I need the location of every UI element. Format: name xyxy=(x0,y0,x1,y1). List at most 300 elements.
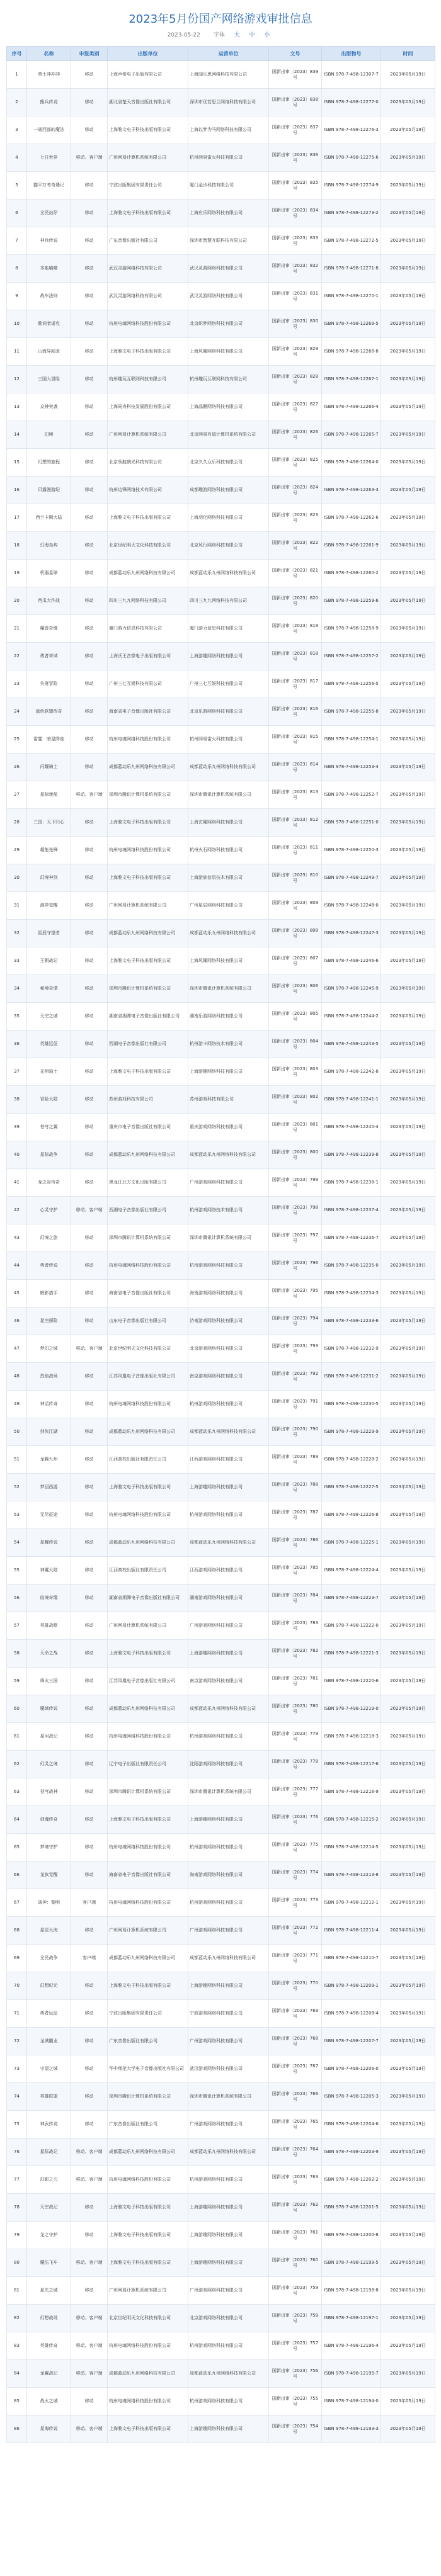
cell-approval-number: 国新出审〔2023〕829号 xyxy=(269,338,322,366)
cell-publisher: 成都蓝动乐九州网络科技有限公司 xyxy=(108,1529,188,1557)
cell-isbn: ISBN 978-7-498-12254-1 xyxy=(322,726,381,754)
cell-operator: 上海游趣网络科技有限公司 xyxy=(188,1972,269,2000)
cell-no: 84 xyxy=(7,2360,27,2388)
cell-publisher: 杭州电魂网络科技股份有限公司 xyxy=(108,1501,188,1529)
cell-category: 移动 xyxy=(71,809,108,837)
table-row xyxy=(7,366,435,393)
cell-operator: 成都蓝动乐九州网络科技有限公司 xyxy=(188,754,269,781)
cell-no: 86 xyxy=(7,2415,27,2443)
cell-publisher: 上海雅文电子科技出版有限公司 xyxy=(108,809,188,837)
cell-no: 44 xyxy=(7,1252,27,1280)
table-row xyxy=(7,283,435,310)
cell-publisher: 广州网易计算机系统有限公司 xyxy=(108,421,188,449)
cell-operator: 杭州游戏网络科技有限公司 xyxy=(188,2332,269,2360)
cell-operator: 杭州游戏网络科技有限公司 xyxy=(188,1252,269,1280)
cell-operator: 成都蓝动乐九州网络科技有限公司 xyxy=(188,1141,269,1169)
cell-no: 9 xyxy=(7,283,27,310)
cell-isbn: ISBN 978-7-498-12239-8 xyxy=(322,1141,381,1169)
cell-date: 2023年05月19日 xyxy=(381,2111,435,2138)
cell-no: 2 xyxy=(7,89,27,116)
cell-name: 星耀传说 xyxy=(27,1529,71,1557)
table-row xyxy=(7,1474,435,1501)
table-row xyxy=(7,1031,435,1058)
cell-approval-number: 国新出审〔2023〕828号 xyxy=(269,366,322,393)
cell-operator: 上海闻乐思网络科技有限公司 xyxy=(188,61,269,89)
cell-isbn: ISBN 978-7-498-12265-7 xyxy=(322,421,381,449)
cell-isbn: ISBN 978-7-498-12225-1 xyxy=(322,1529,381,1557)
cell-publisher: 西湖电子音像出版社有限公司 xyxy=(108,1197,188,1224)
table-row xyxy=(7,1972,435,2000)
cell-date: 2023年05月19日 xyxy=(381,2388,435,2415)
table-row xyxy=(7,726,435,754)
cell-isbn: ISBN 978-7-498-12205-3 xyxy=(322,2083,381,2111)
cell-isbn: ISBN 978-7-498-12273-2 xyxy=(322,200,381,227)
cell-isbn: ISBN 978-7-498-12267-1 xyxy=(322,366,381,393)
cell-approval-number: 国新出审〔2023〕781号 xyxy=(269,1668,322,1695)
cell-isbn: ISBN 978-7-498-12202-2 xyxy=(322,2166,381,2194)
cell-operator: 杭州网易雷火科技有限公司 xyxy=(188,144,269,172)
cell-date: 2023年05月19日 xyxy=(381,2000,435,2028)
cell-publisher: 杭州趣玩互联网科技有限公司 xyxy=(108,366,188,393)
cell-isbn: ISBN 978-7-498-12271-8 xyxy=(322,255,381,283)
font-size-small-button[interactable]: 小 xyxy=(264,32,270,38)
cell-approval-number: 国新出审〔2023〕782号 xyxy=(269,1640,322,1668)
cell-operator: 深圳市腾讯计算机系统有限公司 xyxy=(188,781,269,809)
cell-date: 2023年05月19日 xyxy=(381,1695,435,1723)
cell-category: 移动 xyxy=(71,532,108,560)
cell-publisher: 杭州电魂网络科技股份有限公司 xyxy=(108,1252,188,1280)
cell-name: 星光之城 xyxy=(27,2277,71,2305)
cell-name: 英雄传奇 xyxy=(27,2332,71,2360)
table-row xyxy=(7,477,435,504)
cell-publisher: 江苏凤凰电子音像出版社有限公司 xyxy=(108,1668,188,1695)
cell-publisher: 山东电子音像出版社有限公司 xyxy=(108,1308,188,1335)
cell-operator: 上海游趣网络科技有限公司 xyxy=(188,1474,269,1501)
cell-publisher: 成都蓝动乐九州网络科技有限公司 xyxy=(108,2360,188,2388)
cell-no: 10 xyxy=(7,310,27,338)
cell-operator: 成都蓝动乐九州网络科技有限公司 xyxy=(188,1529,269,1557)
cell-operator: 江西游戏网络科技有限公司 xyxy=(188,1557,269,1585)
cell-name: 秘境奇谭 xyxy=(27,975,71,1003)
cell-isbn: ISBN 978-7-498-12235-0 xyxy=(322,1252,381,1280)
cell-name: 龙腾九州 xyxy=(27,1446,71,1474)
cell-category: 移动 xyxy=(71,1086,108,1114)
cell-approval-number: 国新出审〔2023〕837号 xyxy=(269,116,322,144)
cell-category: 移动 xyxy=(71,560,108,587)
cell-operator: 成都蓝动乐九州网络科技有限公司 xyxy=(188,560,269,587)
cell-publisher: 广州网易计算机系统有限公司 xyxy=(108,144,188,172)
cell-isbn: ISBN 978-7-498-12256-5 xyxy=(322,670,381,698)
cell-category: 移动 xyxy=(71,1224,108,1252)
cell-category: 移动 xyxy=(71,1141,108,1169)
cell-category: 移动、客户端 xyxy=(71,1335,108,1363)
cell-name: 星辰守望者 xyxy=(27,920,71,947)
table-row xyxy=(7,1834,435,1861)
cell-date: 2023年05月19日 xyxy=(381,1806,435,1834)
cell-publisher: 上海雅文电子科技出版有限公司 xyxy=(108,2194,188,2222)
cell-isbn: ISBN 978-7-498-12222-0 xyxy=(322,1612,381,1640)
cell-approval-number: 国新出审〔2023〕834号 xyxy=(269,200,322,227)
table-row xyxy=(7,200,435,227)
cell-date: 2023年05月19日 xyxy=(381,1585,435,1612)
cell-isbn: ISBN 978-7-498-12251-0 xyxy=(322,809,381,837)
cell-publisher: 四川三九九网络科技有限公司 xyxy=(108,587,188,615)
cell-date: 2023年05月19日 xyxy=(381,1723,435,1751)
table-row xyxy=(7,2166,435,2194)
table-row xyxy=(7,504,435,532)
cell-publisher: 上海雅文电子科技出版有限公司 xyxy=(108,338,188,366)
header-name: 名称 xyxy=(27,47,71,61)
table-row xyxy=(7,421,435,449)
publish-date: 2023-05-22 xyxy=(167,32,200,38)
cell-name: 龙之守护 xyxy=(27,2222,71,2249)
cell-approval-number: 国新出审〔2023〕777号 xyxy=(269,1778,322,1806)
cell-isbn: ISBN 978-7-498-12196-4 xyxy=(322,2332,381,2360)
font-size-large-button[interactable]: 大 xyxy=(234,32,240,38)
cell-category: 移动 xyxy=(71,1003,108,1031)
cell-isbn: ISBN 978-7-498-12261-9 xyxy=(322,532,381,560)
cell-isbn: ISBN 978-7-498-12206-0 xyxy=(322,2055,381,2083)
cell-approval-number: 国新出审〔2023〕793号 xyxy=(269,1335,322,1363)
cell-no: 77 xyxy=(7,2166,27,2194)
cell-publisher: 深圳市腾讯计算机系统有限公司 xyxy=(108,975,188,1003)
cell-publisher: 广州网易计算机系统有限公司 xyxy=(108,892,188,920)
cell-publisher: 海南省电子音像出版社有限公司 xyxy=(108,698,188,726)
table-row xyxy=(7,754,435,781)
table-row xyxy=(7,255,435,283)
cell-approval-number: 国新出审〔2023〕768号 xyxy=(269,2028,322,2055)
cell-operator: 江西游戏网络科技有限公司 xyxy=(188,1446,269,1474)
cell-date: 2023年05月19日 xyxy=(381,1335,435,1363)
cell-publisher: 成都蓝动乐九州网络科技有限公司 xyxy=(108,754,188,781)
cell-no: 5 xyxy=(7,172,27,200)
cell-approval-number: 国新出审〔2023〕819号 xyxy=(269,615,322,643)
cell-isbn: ISBN 978-7-498-12200-8 xyxy=(322,2222,381,2249)
cell-name: 暗影猎手 xyxy=(27,1280,71,1308)
cell-approval-number: 国新出审〔2023〕792号 xyxy=(269,1363,322,1391)
cell-isbn: ISBN 978-7-498-12233-6 xyxy=(322,1308,381,1335)
cell-approval-number: 国新出审〔2023〕757号 xyxy=(269,2332,322,2360)
table-row xyxy=(7,227,435,255)
cell-operator: 上海游趣网络科技有限公司 xyxy=(188,2222,269,2249)
cell-publisher: 广东音像出版社有限公司 xyxy=(108,2028,188,2055)
cell-approval-number: 国新出审〔2023〕825号 xyxy=(269,449,322,477)
cell-isbn: ISBN 978-7-498-12258-9 xyxy=(322,615,381,643)
cell-category: 移动 xyxy=(71,1474,108,1501)
cell-category: 移动 xyxy=(71,1778,108,1806)
cell-category: 移动 xyxy=(71,1917,108,1945)
cell-category: 移动、客户端 xyxy=(71,144,108,172)
cell-category: 移动 xyxy=(71,1861,108,1889)
cell-isbn: ISBN 978-7-498-12203-9 xyxy=(322,2138,381,2166)
cell-category: 移动 xyxy=(71,477,108,504)
cell-no: 23 xyxy=(7,670,27,698)
cell-isbn: ISBN 978-7-498-12209-1 xyxy=(322,1972,381,2000)
cell-publisher: 湖北省楚天音像出版社有限公司 xyxy=(108,89,188,116)
cell-date: 2023年05月19日 xyxy=(381,1640,435,1668)
cell-date: 2023年05月19日 xyxy=(381,2415,435,2443)
cell-category: 移动 xyxy=(71,670,108,698)
cell-isbn: ISBN 978-7-498-12262-6 xyxy=(322,504,381,532)
cell-name: 本能喵喵 xyxy=(27,255,71,283)
table-row xyxy=(7,532,435,560)
cell-operator: 北京久久众乐科技有限公司 xyxy=(188,449,269,477)
cell-name: 幻想纪元 xyxy=(27,1972,71,2000)
cell-publisher: 广州三七互娱科技有限公司 xyxy=(108,670,188,698)
cell-name: 魔域传说 xyxy=(27,1695,71,1723)
cell-date: 2023年05月19日 xyxy=(381,1003,435,1031)
cell-name: 光明骑士 xyxy=(27,1058,71,1086)
cell-operator: 苏州游戏科技有限公司 xyxy=(188,1086,269,1114)
cell-name: 超能先锋 xyxy=(27,837,71,864)
cell-date: 2023年05月19日 xyxy=(381,1945,435,1972)
cell-name: 勇者传说 xyxy=(27,1252,71,1280)
cell-name: 剑魂传奇 xyxy=(27,1806,71,1834)
cell-publisher: 深圳市腾讯计算机系统有限公司 xyxy=(108,2083,188,2111)
cell-approval-number: 国新出审〔2023〕821号 xyxy=(269,560,322,587)
cell-category: 移动、客户端 xyxy=(71,2332,108,2360)
table-row xyxy=(7,1723,435,1751)
cell-operator: 深圳市智慧互联科技有限公司 xyxy=(188,227,269,255)
cell-publisher: 广东音像出版社有限公司 xyxy=(108,2111,188,2138)
cell-approval-number: 国新出审〔2023〕831号 xyxy=(269,283,322,310)
cell-operator: 沈阳游戏网络科技有限公司 xyxy=(188,1751,269,1778)
cell-approval-number: 国新出审〔2023〕776号 xyxy=(269,1806,322,1834)
cell-no: 74 xyxy=(7,2083,27,2111)
cell-name: 众神突袭 xyxy=(27,393,71,421)
cell-operator: 上海玄曜网络科技有限公司 xyxy=(188,809,269,837)
cell-date: 2023年05月19日 xyxy=(381,310,435,338)
cell-isbn: ISBN 978-7-498-12230-5 xyxy=(322,1391,381,1418)
cell-operator: 杭州游戏网络科技有限公司 xyxy=(188,1889,269,1917)
cell-name: 冒险大陆 xyxy=(27,1086,71,1114)
cell-publisher: 江苏凤凰电子音像出版社有限公司 xyxy=(108,1363,188,1391)
cell-date: 2023年05月19日 xyxy=(381,1280,435,1308)
table-row xyxy=(7,2000,435,2028)
cell-isbn: ISBN 978-7-498-12307-7 xyxy=(322,61,381,89)
cell-isbn: ISBN 978-7-498-12238-1 xyxy=(322,1169,381,1197)
cell-approval-number: 国新出审〔2023〕773号 xyxy=(269,1889,322,1917)
cell-no: 16 xyxy=(7,477,27,504)
cell-category: 移动 xyxy=(71,1308,108,1335)
cell-publisher: 杭州边锋网络技术有限公司 xyxy=(108,477,188,504)
cell-operator: 深圳市腾讯计算机系统有限公司 xyxy=(188,1224,269,1252)
table-row xyxy=(7,2277,435,2305)
cell-operator: 广州游戏网络科技有限公司 xyxy=(188,1917,269,1945)
cell-name: 勇者远征 xyxy=(27,2000,71,2028)
table-row xyxy=(7,2222,435,2249)
cell-publisher: 杭州电魂网络科技股份有限公司 xyxy=(108,2166,188,2194)
cell-isbn: ISBN 978-7-498-12214-5 xyxy=(322,1834,381,1861)
cell-isbn: ISBN 978-7-498-12255-8 xyxy=(322,698,381,726)
cell-publisher: 上海雅文电子科技出版有限公司 xyxy=(108,2222,188,2249)
cell-date: 2023年05月19日 xyxy=(381,2055,435,2083)
cell-operator: 广州游戏网络科技有限公司 xyxy=(188,2111,269,2138)
cell-category: 移动 xyxy=(71,421,108,449)
table-row xyxy=(7,1695,435,1723)
cell-no: 51 xyxy=(7,1446,27,1474)
cell-no: 60 xyxy=(7,1695,27,1723)
table-row xyxy=(7,1363,435,1391)
cell-no: 80 xyxy=(7,2249,27,2277)
font-size-medium-button[interactable]: 中 xyxy=(249,32,255,38)
cell-publisher: 上海雅文电子科技出版有限公司 xyxy=(108,2415,188,2443)
cell-publisher: 武汉灵游网络科技有限公司 xyxy=(108,255,188,283)
cell-publisher: 苏州游戏科技有限公司 xyxy=(108,1086,188,1114)
cell-date: 2023年05月19日 xyxy=(381,144,435,172)
cell-date: 2023年05月19日 xyxy=(381,172,435,200)
cell-date: 2023年05月19日 xyxy=(381,698,435,726)
cell-isbn: ISBN 978-7-498-12242-8 xyxy=(322,1058,381,1086)
cell-category: 移动 xyxy=(71,2194,108,2222)
cell-no: 47 xyxy=(7,1335,27,1363)
cell-approval-number: 国新出审〔2023〕775号 xyxy=(269,1834,322,1861)
approval-table xyxy=(6,46,435,2443)
cell-date: 2023年05月19日 xyxy=(381,1391,435,1418)
cell-publisher: 杭州电魂网络科技股份有限公司 xyxy=(108,726,188,754)
cell-approval-number: 国新出审〔2023〕801号 xyxy=(269,1114,322,1141)
cell-date: 2023年05月19日 xyxy=(381,1529,435,1557)
cell-no: 59 xyxy=(7,1668,27,1695)
cell-approval-number: 国新出审〔2023〕798号 xyxy=(269,1197,322,1224)
cell-publisher: 北京领航朝光科技有限公司 xyxy=(108,449,188,477)
cell-name: 幻境神剑 xyxy=(27,864,71,892)
cell-date: 2023年05月19日 xyxy=(381,1308,435,1335)
table-row xyxy=(7,1418,435,1446)
cell-category: 移动 xyxy=(71,2388,108,2415)
cell-publisher: 广州网易计算机系统有限公司 xyxy=(108,1612,188,1640)
cell-approval-number: 国新出审〔2023〕809号 xyxy=(269,892,322,920)
cell-date: 2023年05月19日 xyxy=(381,227,435,255)
cell-operator: 上海以梦为马网络科技有限公司 xyxy=(188,116,269,144)
cell-isbn: ISBN 978-7-498-12208-4 xyxy=(322,2000,381,2028)
cell-date: 2023年05月19日 xyxy=(381,2138,435,2166)
table-row xyxy=(7,1529,435,1557)
cell-date: 2023年05月19日 xyxy=(381,1197,435,1224)
cell-approval-number: 国新出审〔2023〕808号 xyxy=(269,920,322,947)
cell-approval-number: 国新出审〔2023〕817号 xyxy=(269,670,322,698)
cell-name: 蓝色联盟传奇 xyxy=(27,698,71,726)
cell-name: 幻影之刃 xyxy=(27,2166,71,2194)
cell-no: 68 xyxy=(7,1917,27,1945)
cell-publisher: 江西高校出版社有限责任公司 xyxy=(108,1446,188,1474)
cell-category: 移动 xyxy=(71,338,108,366)
cell-category: 移动 xyxy=(71,310,108,338)
cell-category: 移动、客户端 xyxy=(71,2415,108,2443)
cell-approval-number: 国新出审〔2023〕765号 xyxy=(269,2111,322,2138)
cell-operator: 成都趣游网络科技有限公司 xyxy=(188,477,269,504)
cell-approval-number: 国新出审〔2023〕815号 xyxy=(269,726,322,754)
cell-date: 2023年05月19日 xyxy=(381,2249,435,2277)
cell-no: 65 xyxy=(7,1834,27,1861)
cell-publisher: 成都蓝动乐九州网络科技有限公司 xyxy=(108,920,188,947)
cell-date: 2023年05月19日 xyxy=(381,338,435,366)
cell-isbn: ISBN 978-7-498-12219-0 xyxy=(322,1695,381,1723)
table-row xyxy=(7,1889,435,1917)
cell-name: 梦幻之城 xyxy=(27,1335,71,1363)
cell-category: 移动、客户端 xyxy=(71,2166,108,2194)
table-row xyxy=(7,2028,435,2055)
cell-operator: 杭州游戏网络技术有限公司 xyxy=(188,1197,269,1224)
cell-approval-number: 国新出审〔2023〕797号 xyxy=(269,1224,322,1252)
cell-name: 英雄远征 xyxy=(27,1031,71,1058)
cell-operator: 上海游趣网络科技有限公司 xyxy=(188,2249,269,2277)
cell-date: 2023年05月19日 xyxy=(381,615,435,643)
cell-approval-number: 国新出审〔2023〕804号 xyxy=(269,1031,322,1058)
table-body xyxy=(7,61,435,2443)
cell-publisher: 辽宁电子出版社有限责任公司 xyxy=(108,1751,188,1778)
cell-date: 2023年05月19日 xyxy=(381,393,435,421)
cell-publisher: 成都蓝动乐九州网络科技有限公司 xyxy=(108,1141,188,1169)
cell-isbn: ISBN 978-7-498-12237-4 xyxy=(322,1197,381,1224)
cell-operator: 杭州游戏网络科技有限公司 xyxy=(188,1834,269,1861)
cell-isbn: ISBN 978-7-498-12195-7 xyxy=(322,2360,381,2388)
table-row xyxy=(7,781,435,809)
cell-isbn: ISBN 978-7-498-12248-0 xyxy=(322,892,381,920)
cell-no: 27 xyxy=(7,781,27,809)
table-row xyxy=(7,615,435,643)
cell-approval-number: 国新出审〔2023〕784号 xyxy=(269,1585,322,1612)
cell-no: 75 xyxy=(7,2111,27,2138)
table-row xyxy=(7,1114,435,1141)
cell-name: 星海传说 xyxy=(27,2415,71,2443)
cell-isbn: ISBN 978-7-498-12217-6 xyxy=(322,1751,381,1778)
cell-approval-number: 国新出审〔2023〕766号 xyxy=(269,2083,322,2111)
cell-isbn: ISBN 978-7-498-12269-5 xyxy=(322,310,381,338)
cell-category: 移动、客户端 xyxy=(71,1197,108,1224)
table-row xyxy=(7,89,435,116)
cell-date: 2023年05月19日 xyxy=(381,1972,435,2000)
cell-operator: 上海风曜网络科技有限公司 xyxy=(188,947,269,975)
cell-category: 移动 xyxy=(71,975,108,1003)
table-row xyxy=(7,1557,435,1585)
cell-no: 49 xyxy=(7,1391,27,1418)
cell-isbn: ISBN 978-7-498-12210-7 xyxy=(322,1945,381,1972)
cell-isbn: ISBN 978-7-498-12275-6 xyxy=(322,144,381,172)
cell-date: 2023年05月19日 xyxy=(381,781,435,809)
cell-category: 移动 xyxy=(71,283,108,310)
cell-no: 55 xyxy=(7,1557,27,1585)
cell-approval-number: 国新出审〔2023〕783号 xyxy=(269,1612,322,1640)
cell-isbn: ISBN 978-7-498-12260-2 xyxy=(322,560,381,587)
cell-date: 2023年05月19日 xyxy=(381,532,435,560)
cell-date: 2023年05月19日 xyxy=(381,255,435,283)
cell-category: 移动 xyxy=(71,2277,108,2305)
cell-name: 贝露漫游纪 xyxy=(27,477,71,504)
table-row xyxy=(7,1668,435,1695)
cell-isbn: ISBN 978-7-498-12246-6 xyxy=(322,947,381,975)
cell-approval-number: 国新出审〔2023〕827号 xyxy=(269,393,322,421)
cell-approval-number: 国新出审〔2023〕814号 xyxy=(269,754,322,781)
cell-approval-number: 国新出审〔2023〕823号 xyxy=(269,504,322,532)
cell-no: 3 xyxy=(7,116,27,144)
cell-approval-number: 国新出审〔2023〕791号 xyxy=(269,1391,322,1418)
cell-operator: 杭州游戏网络科技有限公司 xyxy=(188,1723,269,1751)
cell-date: 2023年05月19日 xyxy=(381,1668,435,1695)
cell-category: 移动 xyxy=(71,1640,108,1668)
cell-no: 58 xyxy=(7,1640,27,1668)
cell-isbn: ISBN 978-7-498-12220-6 xyxy=(322,1668,381,1695)
cell-publisher: 杭州电魂网络科技股份有限公司 xyxy=(108,310,188,338)
cell-name: 星际迷航 xyxy=(27,781,71,809)
table-row xyxy=(7,1335,435,1363)
cell-approval-number: 国新出审〔2023〕762号 xyxy=(269,2194,322,2222)
cell-approval-number: 国新出审〔2023〕785号 xyxy=(269,1557,322,1585)
cell-no: 78 xyxy=(7,2194,27,2222)
cell-no: 73 xyxy=(7,2055,27,2083)
cell-isbn: ISBN 978-7-498-12227-5 xyxy=(322,1474,381,1501)
cell-operator: 湖南乐游网络科技有限公司 xyxy=(188,1003,269,1031)
